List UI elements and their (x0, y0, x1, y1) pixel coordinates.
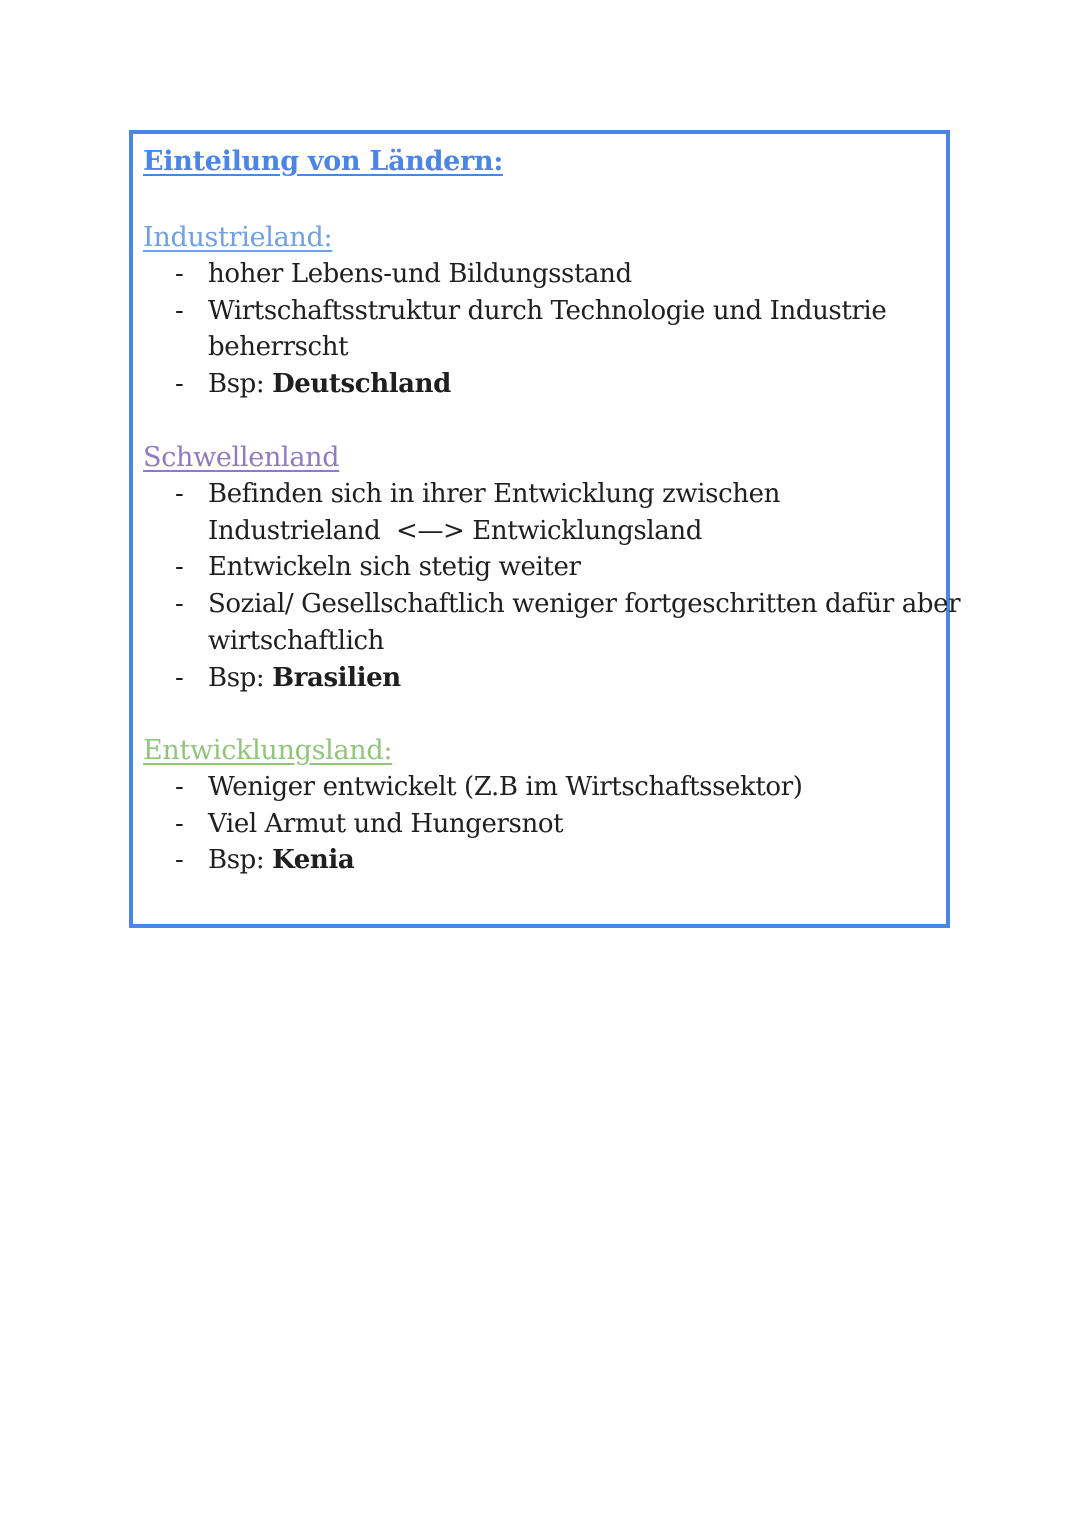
section-heading: Entwicklungsland: (143, 735, 393, 766)
bullet-list (143, 476, 961, 696)
example-label: Bsp: (208, 662, 273, 693)
section-schwellenland (143, 439, 961, 696)
bullet-dash: - (175, 259, 184, 289)
list-item-example (143, 366, 946, 403)
bullet-dash: - (175, 772, 184, 802)
bullet-dash: - (175, 589, 184, 620)
list-item: - Sozial/ Gesellschaftlich weniger fortgeschritten dafür aber wirtschaftlich (143, 586, 946, 659)
list-item: - Weniger entwickelt (Z.B im Wirtschaftssektor) (143, 769, 946, 806)
content-box (129, 130, 961, 928)
bullet-list (143, 769, 946, 879)
list-item-example (143, 842, 946, 879)
example-value: Brasilien (272, 662, 401, 693)
bullet-dash: - (175, 479, 184, 509)
example-value: Kenia (272, 845, 355, 876)
list-item: - Befinden sich in ihrer Entwicklung zwischen Industrieland <—> Entwicklungsland (143, 476, 946, 549)
section-heading: Schwellenland (143, 442, 340, 473)
bullet-dash: - (175, 552, 184, 583)
example-value: Deutschland (272, 369, 451, 400)
list-item-example (143, 660, 946, 697)
example-label: Bsp: (208, 845, 273, 876)
bullet-list (143, 256, 946, 403)
bullet-dash: - (175, 845, 184, 876)
list-item: - Entwickeln sich stetig weiter (143, 549, 946, 586)
example-label: Bsp: (208, 369, 273, 400)
section-industrieland (143, 219, 946, 403)
section-entwicklungsland (143, 732, 946, 879)
document-title: Einteilung von Ländern: (143, 146, 503, 177)
bullet-dash: - (175, 369, 184, 400)
list-item: - Wirtschaftsstruktur durch Technologie und Industrie beherrscht (143, 293, 946, 366)
list-item: - hoher Lebens-und Bildungsstand (143, 256, 946, 293)
bullet-dash: - (175, 662, 184, 693)
section-heading: Industrieland: (143, 222, 333, 253)
bullet-dash: - (175, 808, 184, 839)
list-item: - Viel Armut und Hungersnot (143, 806, 946, 843)
bullet-dash: - (175, 295, 184, 326)
